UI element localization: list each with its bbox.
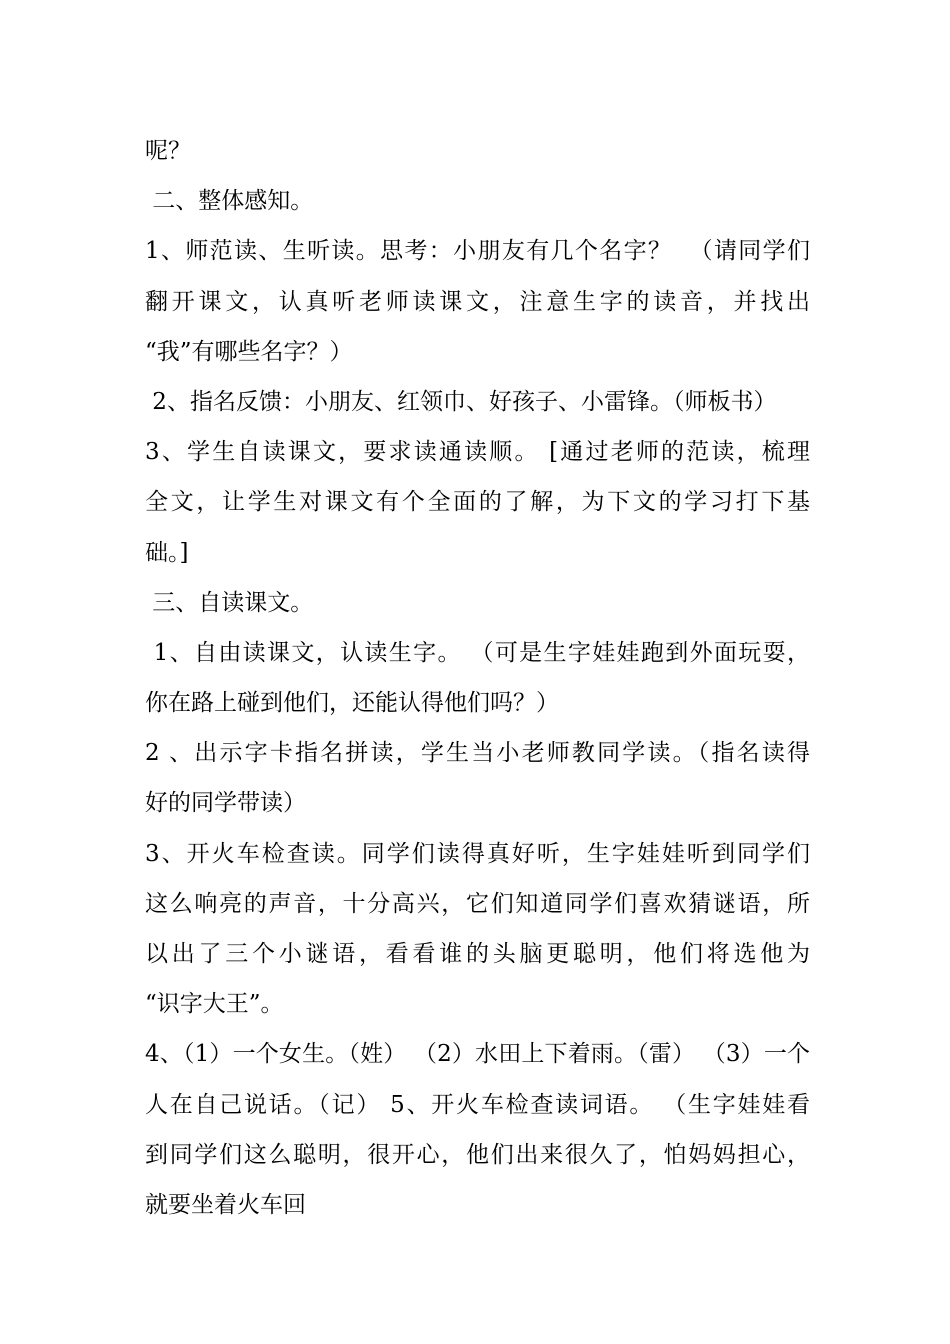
text-line: “我”有哪些名字？） (145, 338, 353, 365)
text-line: 你在路上碰到他们，还能认得他们吗？） (145, 690, 559, 717)
text-line: 好的同学带读） (145, 790, 306, 817)
text-line: 2 、出示字卡指名拼读，学生当小老师教同学读。（指名读得 (145, 740, 810, 767)
text-line: 以出了三个小谜语，看看谁的头脑更聪明，他们将选他为 (145, 941, 810, 967)
text-line: 就要坐着火车回 (145, 1191, 306, 1218)
text-line: 人在自己说话。（记） 5、开火车检查读词语。 （生字娃娃看 (145, 1091, 810, 1118)
text-line: 3、开火车检查读。同学们读得真好听，生字娃娃听到同学们 (145, 840, 810, 867)
text-line: 二、整体感知。 (145, 188, 314, 215)
text-line: 础。] (145, 539, 189, 566)
text-line: “识字大王”。 (145, 991, 284, 1018)
text-line: 3、学生自读课文，要求读通读顺。 [通过老师的范读，梳理 (145, 439, 810, 466)
body-text (145, 126, 810, 1230)
text-line: 2、指名反馈：小朋友、红领巾、好孩子、小雷锋。（师板书） (145, 388, 777, 415)
text-line: 1、自由读课文，认读生字。 （可是生字娃娃跑到外面玩耍， (145, 639, 810, 666)
text-line: 全文，让学生对课文有个全面的了解，为下文的学习打下基 (145, 489, 810, 516)
text-line: 翻开课文，认真听老师读课文，注意生字的读音，并找出 (145, 288, 810, 315)
text-line: 三、自读课文。 (145, 589, 314, 616)
text-line: 呢？ (145, 138, 191, 164)
text-line: 到同学们这么聪明，很开心，他们出来很久了，怕妈妈担心， (145, 1141, 810, 1168)
text-line: 1、师范读、生听读。思考：小朋友有几个名字？ （请同学们 (145, 238, 810, 265)
text-line: 这么响亮的声音，十分高兴，它们知道同学们喜欢猜谜语，所 (145, 890, 810, 917)
text-line: 4、（1）一个女生。（姓） （2）水田上下着雨。（雷） （3）一个 (145, 1041, 810, 1068)
